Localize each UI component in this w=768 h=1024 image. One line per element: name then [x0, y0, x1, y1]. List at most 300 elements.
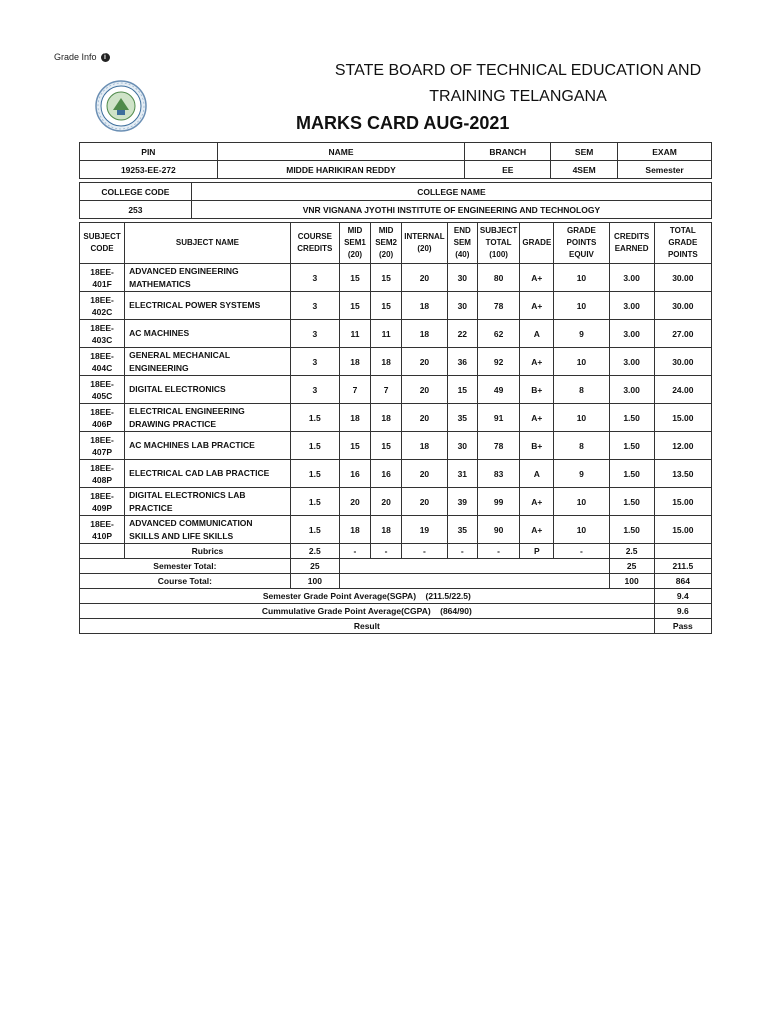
end-sem — [447, 488, 477, 516]
total-grade-points — [654, 432, 711, 460]
end-sem-text: 39 — [457, 496, 468, 507]
result-label: Result — [80, 619, 655, 634]
internal-header — [402, 223, 448, 264]
mid-sem1 — [339, 292, 370, 320]
grade-points-header-line: POINTS — [566, 238, 597, 247]
subject-total — [477, 264, 519, 292]
internal-marks — [402, 432, 448, 460]
board-title-line2: TRAINING TELANGANA — [429, 88, 607, 105]
credits-earned — [609, 460, 654, 488]
mid-sem1 — [339, 432, 370, 460]
grade-points-text: 8 — [579, 384, 584, 395]
subject-code-text: 401F — [92, 278, 112, 289]
mid-sem2 — [371, 488, 402, 516]
subject-total-header — [477, 223, 519, 264]
grade-points-header-line: GRADE — [566, 226, 596, 235]
course-credits — [290, 348, 339, 376]
course-total-blank — [339, 574, 609, 589]
mid-sem1 — [339, 516, 370, 544]
college-name-header: COLLEGE NAME — [191, 183, 711, 201]
mid-sem2-header — [371, 223, 402, 264]
credits-earned — [609, 320, 654, 348]
course-credits — [290, 292, 339, 320]
subject-total-text: 91 — [493, 412, 504, 423]
subject-code-text: 18EE- — [90, 294, 114, 305]
mid-sem2-text: 18 — [381, 412, 391, 423]
grade-text: B+ — [531, 440, 543, 451]
grade-text: A+ — [531, 496, 543, 507]
pin-value: 19253-EE-272 — [80, 161, 218, 179]
grade — [520, 264, 554, 292]
course-credits — [290, 488, 339, 516]
end-sem-text: 35 — [457, 412, 468, 423]
subject-row — [80, 292, 712, 320]
grade-points — [554, 460, 609, 488]
course-credits-text: 3 — [312, 384, 318, 395]
mid-sem1-text: 18 — [350, 412, 360, 423]
rubrics-end: - — [447, 544, 477, 559]
college-row — [80, 201, 712, 219]
subject-name — [125, 404, 291, 432]
board-logo — [95, 80, 147, 132]
college-info-table — [79, 182, 712, 219]
grade — [520, 432, 554, 460]
total-grade-points-text: 30.00 — [672, 356, 694, 367]
total-grade-points-text: 15.00 — [672, 524, 694, 535]
credits-earned-text: 1.50 — [623, 524, 640, 535]
subject-name-text: PRACTICE — [129, 502, 173, 513]
grade-points — [554, 320, 609, 348]
subject-row — [80, 404, 712, 432]
subject-code — [80, 460, 125, 488]
grade — [520, 404, 554, 432]
subject-name-text: DIGITAL ELECTRONICS LAB — [129, 489, 246, 500]
mid-sem1-text: 16 — [350, 468, 360, 479]
subject-row — [80, 460, 712, 488]
subject-name-text: ELECTRICAL POWER SYSTEMS — [129, 300, 261, 310]
subject-code — [80, 516, 125, 544]
student-name: MIDDE HARIKIRAN REDDY — [217, 161, 465, 179]
end-sem — [447, 320, 477, 348]
subject-code-text: 18EE- — [90, 434, 114, 445]
grade-points-text: 10 — [576, 356, 587, 367]
semester-total-row — [80, 559, 712, 574]
mid-sem2 — [371, 348, 402, 376]
mid-sem1 — [339, 264, 370, 292]
board-title-line1: STATE BOARD OF TECHNICAL EDUCATION AND — [334, 62, 702, 79]
grade-points-text: 10 — [576, 272, 587, 283]
mid-sem2-header-line: SEM2 — [375, 238, 397, 247]
cgpa-value: 9.6 — [654, 604, 711, 619]
course-credits-text: 3 — [312, 272, 318, 283]
subject-total — [477, 516, 519, 544]
name-header: NAME — [217, 143, 465, 161]
credits-earned-text: 3.00 — [623, 272, 640, 283]
grade-points-text: 10 — [576, 496, 587, 507]
subject-code-text: 403C — [91, 334, 113, 345]
credits-earned-header-line: CREDITS — [614, 232, 650, 241]
end-sem — [447, 292, 477, 320]
college-header-row — [80, 183, 712, 201]
total-grade-points-text: 13.50 — [672, 468, 694, 479]
subject-code-text: 409P — [92, 502, 112, 513]
subject-row — [80, 320, 712, 348]
end-sem — [447, 404, 477, 432]
internal-marks — [402, 348, 448, 376]
mid-sem1-text: 15 — [350, 272, 360, 283]
mid-sem1 — [339, 348, 370, 376]
rubrics-credits: 2.5 — [290, 544, 339, 559]
subject-total — [477, 488, 519, 516]
end-sem — [447, 460, 477, 488]
semester-total-tgp: 211.5 — [654, 559, 711, 574]
subject-total-text: 62 — [493, 328, 504, 339]
sgpa-value: 9.4 — [654, 589, 711, 604]
mid-sem1 — [339, 376, 370, 404]
course-total-earned: 100 — [609, 574, 654, 589]
mid-sem1 — [339, 488, 370, 516]
subject-code-header-line: CODE — [90, 244, 114, 253]
subject-code — [80, 264, 125, 292]
subject-total-text: 83 — [493, 468, 504, 479]
internal-marks-text: 18 — [419, 300, 430, 311]
subject-name-header-line: SUBJECT NAME — [175, 238, 240, 247]
grade-points — [554, 488, 609, 516]
credits-earned-text: 3.00 — [623, 328, 640, 339]
course-credits-text: 1.5 — [308, 496, 321, 507]
grade-points-text: 9 — [579, 468, 584, 479]
mid-sem1-text: 18 — [350, 356, 360, 367]
grade-text: A — [533, 468, 540, 479]
subject-code — [80, 292, 125, 320]
subject-code — [80, 376, 125, 404]
subject-code-text: 18EE- — [90, 518, 114, 529]
mid-sem1-header-line: MID — [347, 226, 363, 235]
grade-text: A+ — [531, 300, 543, 311]
subject-total-text: 99 — [493, 496, 504, 507]
subject-code-text: 18EE- — [90, 406, 114, 417]
info-icon[interactable]: i — [101, 53, 110, 62]
internal-marks — [402, 376, 448, 404]
internal-marks — [402, 264, 448, 292]
subject-name-text: ADVANCED ENGINEERING — [129, 265, 239, 276]
end-sem — [447, 516, 477, 544]
subject-total — [477, 460, 519, 488]
end-sem-text: 31 — [457, 468, 468, 479]
subject-name — [125, 292, 291, 320]
total-grade-points-header-line: POINTS — [667, 250, 698, 259]
mid-sem1 — [339, 320, 370, 348]
cgpa-label-cell — [80, 604, 655, 619]
subject-name-header — [125, 223, 291, 264]
subject-total — [477, 292, 519, 320]
internal-marks-text: 20 — [419, 384, 430, 395]
mid-sem1-text: 7 — [352, 384, 358, 395]
total-grade-points — [654, 264, 711, 292]
end-sem-text: 35 — [457, 524, 468, 535]
course-credits-header-line: CREDITS — [297, 244, 333, 253]
internal-marks-text: 20 — [419, 496, 430, 507]
mid-sem1-text: 18 — [350, 524, 360, 535]
total-grade-points — [654, 488, 711, 516]
marks-body — [80, 264, 712, 544]
semester-total-earned: 25 — [609, 559, 654, 574]
college-code: 253 — [80, 201, 192, 219]
end-sem-text: 30 — [457, 272, 468, 283]
credits-earned-text: 1.50 — [623, 412, 640, 423]
subject-code-text: 408P — [92, 474, 112, 485]
cgpa-calc: (864/90) — [440, 606, 472, 616]
course-credits — [290, 432, 339, 460]
total-grade-points — [654, 516, 711, 544]
subject-total-text: 78 — [493, 440, 504, 451]
grade-points-header — [554, 223, 609, 264]
internal-marks — [402, 460, 448, 488]
subject-total-text: 92 — [493, 356, 504, 367]
rubrics-tgp — [654, 544, 711, 559]
end-sem — [447, 432, 477, 460]
course-credits-header — [290, 223, 339, 264]
rubrics-mid2: - — [371, 544, 402, 559]
grade — [520, 376, 554, 404]
subject-row — [80, 516, 712, 544]
subject-code — [80, 320, 125, 348]
grade-info-label[interactable]: Grade Info — [54, 52, 97, 62]
end-sem-header-line: END — [453, 226, 471, 235]
subject-total-text: 90 — [493, 524, 504, 535]
marks-header-row — [80, 223, 712, 264]
grade-text: B+ — [531, 384, 543, 395]
subject-name — [125, 432, 291, 460]
subject-name — [125, 348, 291, 376]
subject-total-header-line: TOTAL — [485, 238, 512, 247]
total-grade-points — [654, 292, 711, 320]
branch-header: BRANCH — [465, 143, 551, 161]
mid-sem2-text: 15 — [381, 300, 391, 311]
rubrics-total: - — [477, 544, 519, 559]
mid-sem1-text: 15 — [350, 300, 360, 311]
rubrics-blank — [80, 544, 125, 559]
credits-earned — [609, 348, 654, 376]
subject-name — [125, 460, 291, 488]
subject-code — [80, 348, 125, 376]
mid-sem2-text: 7 — [383, 384, 389, 395]
grade-header — [520, 223, 554, 264]
pin-header: PIN — [80, 143, 218, 161]
grade-points — [554, 376, 609, 404]
subject-code-text: 402C — [91, 306, 113, 317]
grade-text: A+ — [531, 272, 543, 283]
subject-name-text: ELECTRICAL ENGINEERING — [129, 405, 245, 416]
college-name: VNR VIGNANA JYOTHI INSTITUTE OF ENGINEERING AND TECHNOLOGY — [191, 201, 711, 219]
credits-earned-header — [609, 223, 654, 264]
subject-total-text: 80 — [493, 272, 504, 283]
subject-total-header-line: (100) — [489, 250, 508, 259]
end-sem-text: 30 — [457, 440, 468, 451]
grade-header-line: GRADE — [522, 238, 552, 247]
total-grade-points-text: 30.00 — [672, 300, 694, 311]
grade-points-text: 10 — [576, 300, 587, 311]
grade — [520, 516, 554, 544]
total-grade-points — [654, 404, 711, 432]
mid-sem1-header — [339, 223, 370, 264]
mid-sem1-text: 20 — [350, 496, 360, 507]
grade-points-text: 8 — [579, 440, 584, 451]
credits-earned — [609, 404, 654, 432]
student-info-table — [79, 142, 712, 179]
mid-sem1 — [339, 460, 370, 488]
subject-name-text: DRAWING PRACTICE — [129, 418, 217, 429]
credits-earned-text: 3.00 — [623, 356, 640, 367]
internal-marks — [402, 516, 448, 544]
course-credits-text: 1.5 — [308, 440, 321, 451]
credits-earned-text: 1.50 — [623, 468, 640, 479]
course-credits — [290, 460, 339, 488]
internal-marks-text: 20 — [419, 412, 430, 423]
mid-sem1-text: 15 — [350, 440, 360, 451]
total-grade-points-text: 24.00 — [672, 384, 694, 395]
board-title — [330, 58, 706, 110]
rubrics-mid1: - — [339, 544, 370, 559]
sem-value: 4SEM — [551, 161, 618, 179]
subject-total — [477, 432, 519, 460]
end-sem — [447, 264, 477, 292]
cgpa-label: Cummulative Grade Point Average(CGPA) — [261, 606, 431, 616]
credits-earned-header-line: EARNED — [614, 244, 649, 253]
internal-marks-text: 20 — [419, 356, 430, 367]
end-sem-text: 15 — [457, 384, 468, 395]
subject-name — [125, 320, 291, 348]
grade-text: A+ — [531, 356, 543, 367]
credits-earned — [609, 292, 654, 320]
subject-total — [477, 404, 519, 432]
subject-code — [80, 488, 125, 516]
course-credits — [290, 404, 339, 432]
credits-earned — [609, 264, 654, 292]
subject-name — [125, 488, 291, 516]
mid-sem1-header-line: SEM1 — [344, 238, 366, 247]
total-grade-points — [654, 460, 711, 488]
subject-code-text: 407P — [92, 446, 112, 457]
cgpa-row — [80, 604, 712, 619]
grade-info[interactable] — [54, 52, 110, 62]
credits-earned-text: 1.50 — [623, 496, 640, 507]
internal-marks — [402, 292, 448, 320]
total-grade-points-text: 27.00 — [672, 328, 694, 339]
credits-earned-text: 3.00 — [623, 300, 640, 311]
mid-sem2 — [371, 264, 402, 292]
total-grade-points-text: 15.00 — [672, 412, 694, 423]
mid-sem2-text: 18 — [381, 524, 391, 535]
end-sem — [447, 348, 477, 376]
total-grade-points — [654, 320, 711, 348]
subject-code-header — [80, 223, 125, 264]
subject-code — [80, 432, 125, 460]
subject-name-text: DIGITAL ELECTRONICS — [129, 384, 226, 394]
mid-sem2-text: 15 — [381, 440, 391, 451]
subject-name-text: AC MACHINES LAB PRACTICE — [129, 440, 255, 450]
total-grade-points-header — [654, 223, 711, 264]
mid-sem1-text: 11 — [350, 328, 360, 339]
course-credits-text: 3 — [312, 300, 318, 311]
subject-code-text: 406P — [92, 418, 112, 429]
subject-name — [125, 264, 291, 292]
credits-earned — [609, 488, 654, 516]
mid-sem1 — [339, 404, 370, 432]
course-credits-text: 1.5 — [308, 412, 321, 423]
subject-code-text: 405C — [91, 390, 113, 401]
mid-sem2 — [371, 432, 402, 460]
internal-marks — [402, 488, 448, 516]
internal-marks-text: 18 — [419, 440, 430, 451]
grade-points — [554, 432, 609, 460]
credits-earned-text: 1.50 — [623, 440, 640, 451]
course-credits-text: 3 — [312, 328, 318, 339]
branch-value: EE — [465, 161, 551, 179]
course-credits — [290, 376, 339, 404]
subject-code-text: 18EE- — [90, 266, 114, 277]
subject-name-text: ENGINEERING — [129, 362, 189, 373]
semester-total-credits: 25 — [290, 559, 339, 574]
end-sem-text: 22 — [457, 328, 468, 339]
grade-points-text: 10 — [576, 524, 587, 535]
college-code-header: COLLEGE CODE — [80, 183, 192, 201]
grade-text: A+ — [531, 524, 543, 535]
grade-points-text: 9 — [579, 328, 584, 339]
grade-points-text: 10 — [576, 412, 587, 423]
mid-sem2-header-line: MID — [378, 226, 394, 235]
sgpa-label: Semester Grade Point Average(SGPA) — [262, 591, 417, 601]
grade — [520, 320, 554, 348]
subject-code-header-line: SUBJECT — [83, 232, 121, 241]
sgpa-calc: (211.5/22.5) — [425, 591, 471, 601]
subject-row — [80, 264, 712, 292]
grade-text: A — [533, 328, 540, 339]
course-credits-header-line: COURSE — [297, 232, 332, 241]
mid-sem2 — [371, 460, 402, 488]
subject-row — [80, 432, 712, 460]
mid-sem2-header-line: (20) — [378, 250, 394, 259]
exam-header: EXAM — [618, 143, 712, 161]
sgpa-row — [80, 589, 712, 604]
course-total-row — [80, 574, 712, 589]
internal-marks — [402, 320, 448, 348]
subject-code-text: 18EE- — [90, 490, 114, 501]
subject-total — [477, 348, 519, 376]
exam-value: Semester — [618, 161, 712, 179]
course-credits-text: 1.5 — [308, 524, 321, 535]
grade-points — [554, 264, 609, 292]
course-total-label: Course Total: — [80, 574, 291, 589]
end-sem-header-line: (40) — [455, 250, 470, 259]
mid-sem2-text: 15 — [381, 272, 391, 283]
grade-points — [554, 516, 609, 544]
subject-total — [477, 320, 519, 348]
subject-name-text: MATHEMATICS — [129, 278, 191, 289]
course-credits-text: 1.5 — [308, 468, 321, 479]
internal-marks-text: 20 — [419, 272, 430, 283]
rubrics-gp: - — [554, 544, 609, 559]
subject-name-text: SKILLS AND LIFE SKILLS — [129, 530, 234, 541]
end-sem-text: 30 — [457, 300, 468, 311]
subject-code-text: 18EE- — [90, 322, 114, 333]
grade — [520, 348, 554, 376]
subject-code-text: 18EE- — [90, 378, 114, 389]
subject-name-text: AC MACHINES — [129, 328, 190, 338]
course-credits — [290, 320, 339, 348]
marks-card-title: MARKS CARD AUG-2021 — [296, 113, 510, 133]
end-sem-header — [447, 223, 477, 264]
